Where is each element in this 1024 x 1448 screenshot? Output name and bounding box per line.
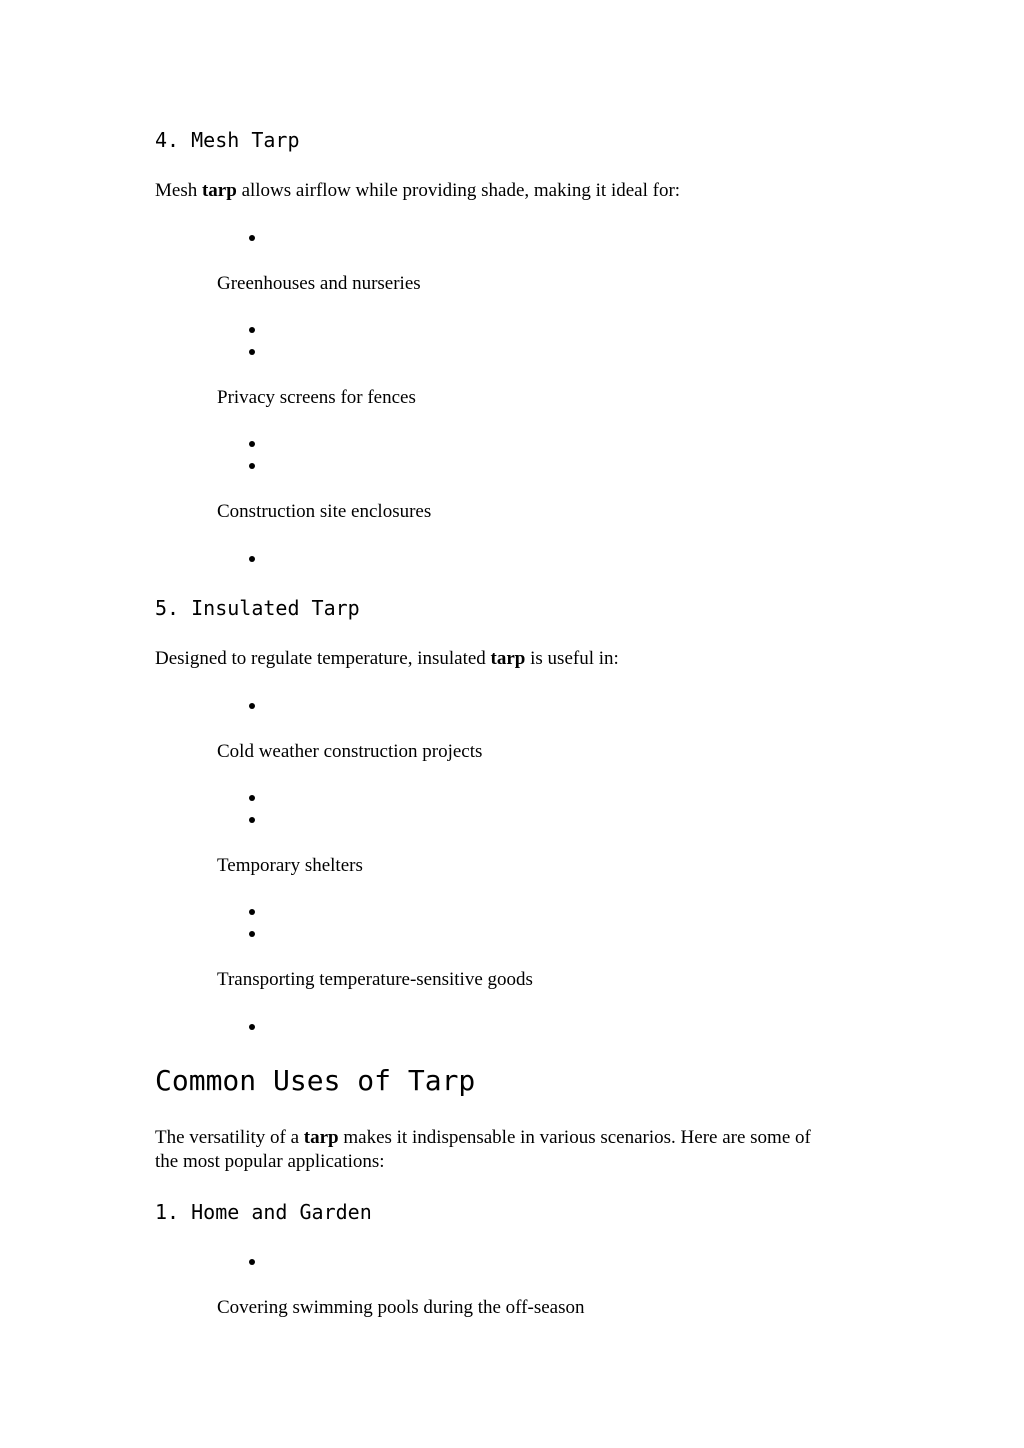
list-item: Transporting temperature-sensitive goods	[217, 969, 533, 990]
list-bullet	[249, 235, 255, 241]
list-item: Greenhouses and nurseries	[217, 273, 421, 294]
list-bullet	[249, 703, 255, 709]
list-item: Temporary shelters	[217, 855, 363, 876]
list-item: Covering swimming pools during the off-season	[217, 1297, 585, 1318]
list-bullet	[249, 909, 255, 915]
common-uses-intro-line-2: the most popular applications:	[155, 1151, 385, 1172]
section-heading-mesh-tarp: 4. Mesh Tarp	[155, 128, 300, 152]
intro-text-bold: tarp	[201, 180, 237, 201]
common-uses-intro-line-1	[155, 1126, 811, 1150]
intro-text-before: Designed to regulate temperature, insulated	[155, 648, 491, 669]
list-bullet	[249, 556, 255, 562]
list-bullet	[249, 1024, 255, 1030]
intro-text-before: The versatility of a	[155, 1127, 304, 1148]
list-bullet	[249, 441, 255, 447]
intro-text-bold: tarp	[490, 648, 526, 669]
list-item: Privacy screens for fences	[217, 387, 416, 408]
list-item: Construction site enclosures	[217, 501, 432, 522]
intro-text-bold: tarp	[303, 1127, 339, 1148]
intro-text-after: is useful in:	[525, 648, 619, 669]
list-item: Cold weather construction projects	[217, 741, 483, 762]
list-bullet	[249, 817, 255, 823]
list-bullet	[249, 795, 255, 801]
list-bullet	[249, 1259, 255, 1265]
list-bullet	[249, 349, 255, 355]
list-bullet	[249, 931, 255, 937]
list-bullet	[249, 327, 255, 333]
list-bullet	[249, 463, 255, 469]
section-intro-mesh-tarp	[155, 179, 680, 203]
common-uses-heading: Common Uses of Tarp	[155, 1064, 476, 1097]
intro-text-after: allows airflow while providing shade, making it ideal for:	[236, 180, 681, 201]
intro-text-before: Mesh	[155, 180, 202, 201]
subheading-home-and-garden: 1. Home and Garden	[155, 1200, 372, 1224]
section-intro-insulated-tarp	[155, 647, 619, 671]
section-heading-insulated-tarp: 5. Insulated Tarp	[155, 596, 360, 620]
intro-text-after: makes it indispensable in various scenarios. Here are some of	[338, 1127, 811, 1148]
